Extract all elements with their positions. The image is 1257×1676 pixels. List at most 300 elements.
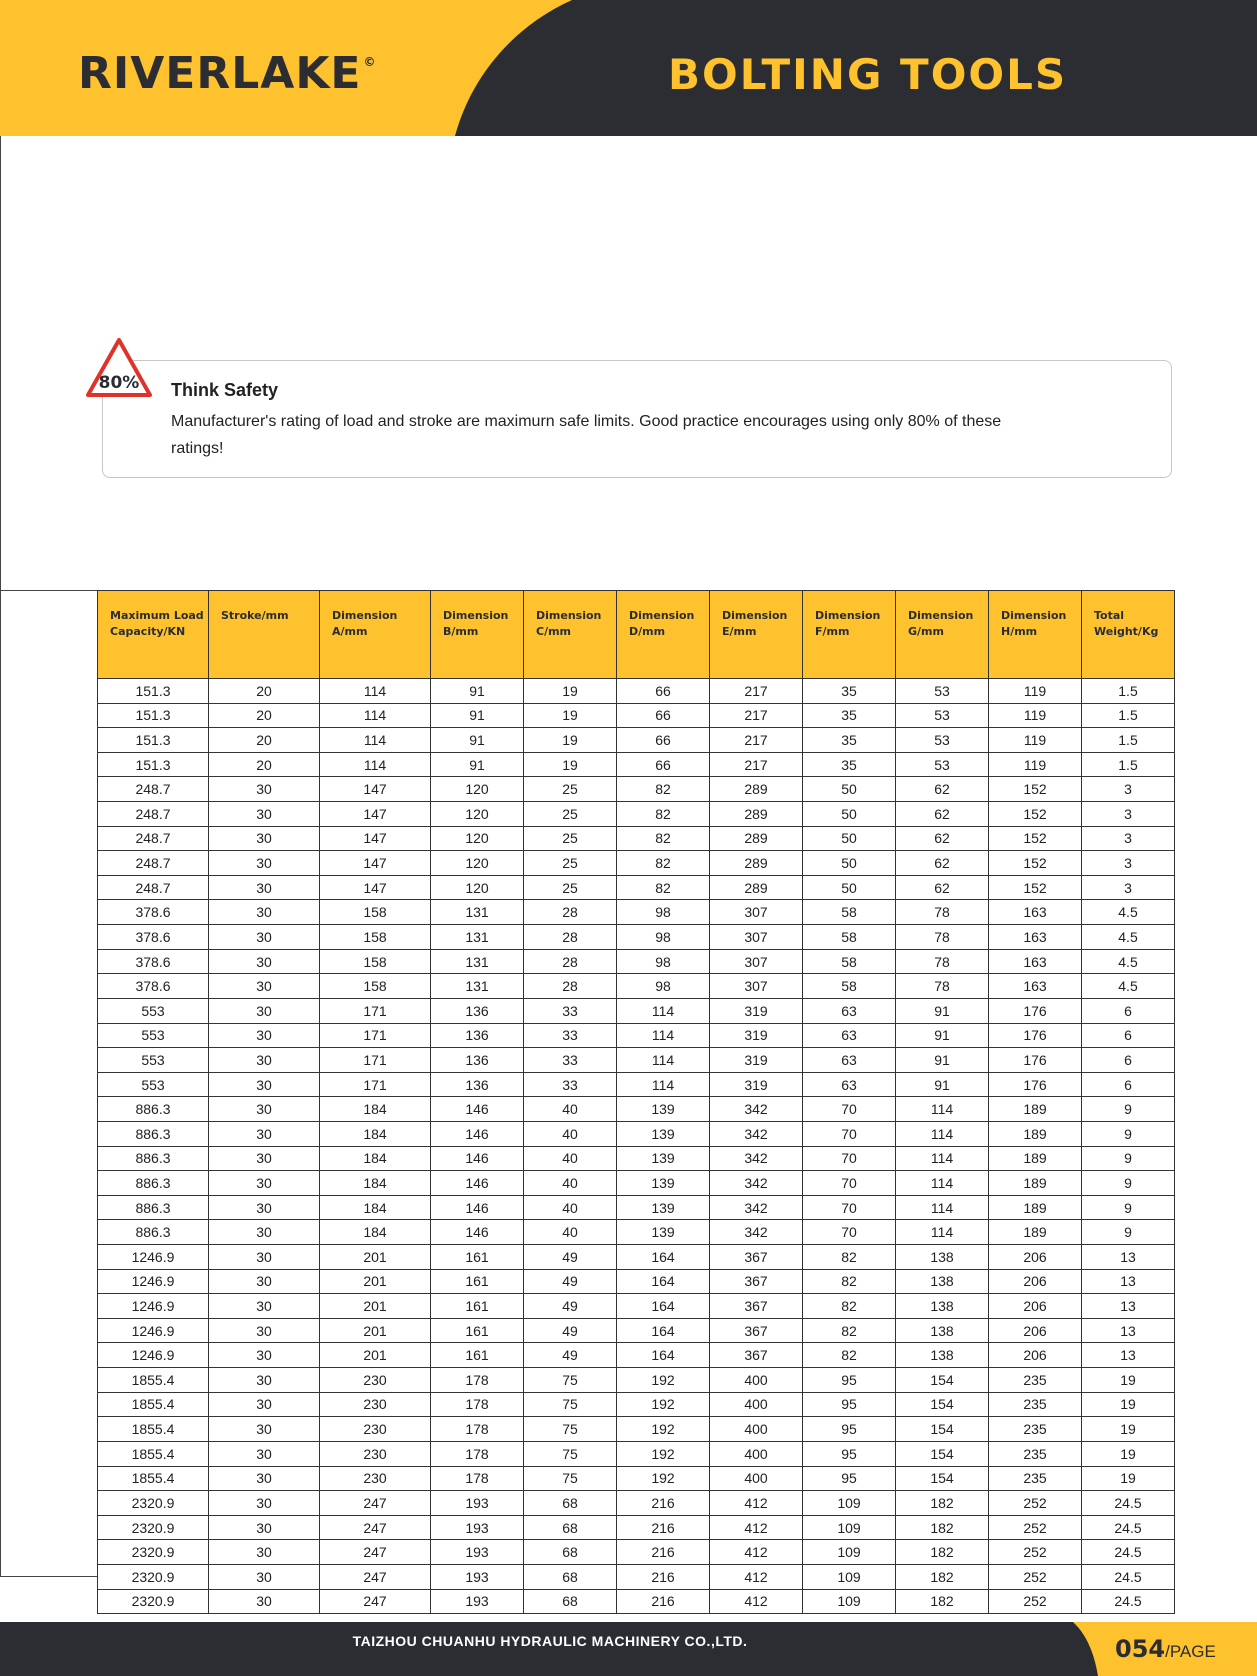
table-cell: 9 xyxy=(1082,1097,1175,1122)
table-cell: 217 xyxy=(710,752,803,777)
table-cell: 68 xyxy=(524,1589,617,1614)
table-cell: 136 xyxy=(431,1072,524,1097)
table-cell: 176 xyxy=(989,1023,1082,1048)
table-cell: 98 xyxy=(617,949,710,974)
table-cell: 19 xyxy=(1082,1368,1175,1393)
table-cell: 206 xyxy=(989,1318,1082,1343)
table-cell: 247 xyxy=(320,1540,431,1565)
table-cell: 131 xyxy=(431,949,524,974)
table-cell: 30 xyxy=(209,777,320,802)
table-cell: 82 xyxy=(617,802,710,827)
table-cell: 161 xyxy=(431,1343,524,1368)
table-cell: 289 xyxy=(710,851,803,876)
company-name: TAIZHOU CHUANHU HYDRAULIC MACHINERY CO.,LTD. xyxy=(352,1633,748,1649)
table-row xyxy=(98,752,1175,777)
table-cell: 63 xyxy=(803,1072,896,1097)
table-cell: 50 xyxy=(803,777,896,802)
table-cell: 66 xyxy=(617,679,710,704)
table-cell: 146 xyxy=(431,1121,524,1146)
table-cell: 114 xyxy=(320,679,431,704)
table-cell: 58 xyxy=(803,949,896,974)
table-cell: 20 xyxy=(209,728,320,753)
table-cell: 30 xyxy=(209,998,320,1023)
table-cell: 152 xyxy=(989,802,1082,827)
table-cell: 158 xyxy=(320,900,431,925)
table-cell: 91 xyxy=(896,998,989,1023)
table-row xyxy=(98,1146,1175,1171)
table-cell: 248.7 xyxy=(98,802,209,827)
table-row xyxy=(98,1318,1175,1343)
table-cell: 247 xyxy=(320,1589,431,1614)
table-cell: 248.7 xyxy=(98,875,209,900)
table-cell: 82 xyxy=(617,777,710,802)
table-cell: 2320.9 xyxy=(98,1491,209,1516)
table-cell: 147 xyxy=(320,875,431,900)
table-cell: 201 xyxy=(320,1245,431,1270)
column-header xyxy=(710,591,803,679)
table-cell: 19 xyxy=(524,728,617,753)
table-cell: 49 xyxy=(524,1245,617,1270)
table-row xyxy=(98,1269,1175,1294)
table-cell: 152 xyxy=(989,851,1082,876)
table-cell: 70 xyxy=(803,1171,896,1196)
table-cell: 184 xyxy=(320,1097,431,1122)
column-header xyxy=(989,591,1082,679)
table-cell: 192 xyxy=(617,1392,710,1417)
table-cell: 50 xyxy=(803,802,896,827)
table-cell: 3 xyxy=(1082,826,1175,851)
column-header-line: Capacity/KN xyxy=(110,625,186,638)
table-cell: 35 xyxy=(803,679,896,704)
table-cell: 30 xyxy=(209,1220,320,1245)
column-header-line: A/mm xyxy=(332,625,368,638)
table-cell: 30 xyxy=(209,1441,320,1466)
table-cell: 4.5 xyxy=(1082,949,1175,974)
table-cell: 62 xyxy=(896,875,989,900)
table-cell: 33 xyxy=(524,1048,617,1073)
table-cell: 146 xyxy=(431,1146,524,1171)
table-cell: 1855.4 xyxy=(98,1368,209,1393)
table-cell: 151.3 xyxy=(98,703,209,728)
table-cell: 4.5 xyxy=(1082,925,1175,950)
table-cell: 13 xyxy=(1082,1294,1175,1319)
table-cell: 53 xyxy=(896,703,989,728)
table-cell: 1246.9 xyxy=(98,1245,209,1270)
table-cell: 412 xyxy=(710,1515,803,1540)
table-cell: 2320.9 xyxy=(98,1564,209,1589)
table-row xyxy=(98,900,1175,925)
table-cell: 178 xyxy=(431,1368,524,1393)
table-row xyxy=(98,1195,1175,1220)
table-cell: 95 xyxy=(803,1441,896,1466)
table-cell: 50 xyxy=(803,875,896,900)
divider-line xyxy=(0,1576,98,1577)
table-cell: 217 xyxy=(710,679,803,704)
table-cell: 75 xyxy=(524,1417,617,1442)
column-header xyxy=(1082,591,1175,679)
table-cell: 182 xyxy=(896,1515,989,1540)
column-header xyxy=(896,591,989,679)
table-cell: 154 xyxy=(896,1368,989,1393)
table-cell: 553 xyxy=(98,1023,209,1048)
table-cell: 146 xyxy=(431,1195,524,1220)
page-number xyxy=(1115,1637,1216,1661)
table-cell: 319 xyxy=(710,998,803,1023)
table-cell: 13 xyxy=(1082,1343,1175,1368)
table-cell: 886.3 xyxy=(98,1171,209,1196)
table-cell: 25 xyxy=(524,826,617,851)
table-cell: 400 xyxy=(710,1466,803,1491)
page-header xyxy=(0,0,1257,136)
table-cell: 1855.4 xyxy=(98,1441,209,1466)
table-row xyxy=(98,703,1175,728)
table-cell: 109 xyxy=(803,1564,896,1589)
table-cell: 24.5 xyxy=(1082,1491,1175,1516)
table-cell: 40 xyxy=(524,1171,617,1196)
table-cell: 70 xyxy=(803,1195,896,1220)
table-cell: 164 xyxy=(617,1269,710,1294)
table-row xyxy=(98,875,1175,900)
table-cell: 40 xyxy=(524,1121,617,1146)
table-cell: 114 xyxy=(617,1023,710,1048)
table-cell: 2320.9 xyxy=(98,1540,209,1565)
table-cell: 70 xyxy=(803,1220,896,1245)
table-cell: 367 xyxy=(710,1294,803,1319)
table-cell: 138 xyxy=(896,1318,989,1343)
table-cell: 342 xyxy=(710,1195,803,1220)
table-cell: 3 xyxy=(1082,875,1175,900)
table-cell: 19 xyxy=(1082,1417,1175,1442)
table-cell: 201 xyxy=(320,1343,431,1368)
table-row xyxy=(98,851,1175,876)
table-cell: 62 xyxy=(896,851,989,876)
table-row xyxy=(98,1564,1175,1589)
table-cell: 289 xyxy=(710,802,803,827)
table-cell: 138 xyxy=(896,1343,989,1368)
table-cell: 553 xyxy=(98,998,209,1023)
table-cell: 49 xyxy=(524,1294,617,1319)
table-cell: 109 xyxy=(803,1540,896,1565)
table-row xyxy=(98,1515,1175,1540)
table-cell: 138 xyxy=(896,1294,989,1319)
table-cell: 184 xyxy=(320,1146,431,1171)
table-cell: 307 xyxy=(710,900,803,925)
column-header-line: H/mm xyxy=(1001,625,1038,638)
table-cell: 178 xyxy=(431,1417,524,1442)
safety-title: Think Safety xyxy=(171,380,279,400)
table-cell: 109 xyxy=(803,1515,896,1540)
table-cell: 109 xyxy=(803,1589,896,1614)
table-cell: 189 xyxy=(989,1146,1082,1171)
table-cell: 9 xyxy=(1082,1220,1175,1245)
table-cell: 289 xyxy=(710,875,803,900)
table-cell: 78 xyxy=(896,974,989,999)
table-cell: 4.5 xyxy=(1082,900,1175,925)
table-cell: 192 xyxy=(617,1466,710,1491)
table-cell: 217 xyxy=(710,703,803,728)
table-cell: 247 xyxy=(320,1491,431,1516)
table-cell: 139 xyxy=(617,1171,710,1196)
table-row xyxy=(98,998,1175,1023)
copyright-mark: © xyxy=(363,55,377,69)
table-cell: 24.5 xyxy=(1082,1540,1175,1565)
page-border xyxy=(0,136,1,1576)
table-cell: 131 xyxy=(431,900,524,925)
table-cell: 62 xyxy=(896,802,989,827)
table-cell: 193 xyxy=(431,1540,524,1565)
table-cell: 30 xyxy=(209,1121,320,1146)
table-cell: 206 xyxy=(989,1245,1082,1270)
table-cell: 25 xyxy=(524,851,617,876)
table-cell: 154 xyxy=(896,1466,989,1491)
table-cell: 201 xyxy=(320,1269,431,1294)
table-cell: 193 xyxy=(431,1491,524,1516)
table-cell: 886.3 xyxy=(98,1097,209,1122)
table-cell: 109 xyxy=(803,1491,896,1516)
safety-badge: 80% xyxy=(98,373,140,393)
table-row xyxy=(98,974,1175,999)
table-row xyxy=(98,1417,1175,1442)
table-cell: 252 xyxy=(989,1564,1082,1589)
table-cell: 146 xyxy=(431,1097,524,1122)
table-cell: 68 xyxy=(524,1515,617,1540)
table-cell: 119 xyxy=(989,728,1082,753)
table-cell: 53 xyxy=(896,679,989,704)
table-cell: 184 xyxy=(320,1220,431,1245)
table-cell: 235 xyxy=(989,1441,1082,1466)
table-cell: 189 xyxy=(989,1195,1082,1220)
table-cell: 1855.4 xyxy=(98,1466,209,1491)
table-cell: 91 xyxy=(431,752,524,777)
table-cell: 378.6 xyxy=(98,925,209,950)
table-cell: 30 xyxy=(209,1146,320,1171)
table-cell: 114 xyxy=(617,998,710,1023)
table-cell: 161 xyxy=(431,1269,524,1294)
table-cell: 78 xyxy=(896,900,989,925)
table-cell: 114 xyxy=(896,1195,989,1220)
table-cell: 30 xyxy=(209,1023,320,1048)
column-header-line: Maximum Load xyxy=(110,609,204,622)
table-cell: 30 xyxy=(209,1515,320,1540)
column-header xyxy=(617,591,710,679)
table-cell: 400 xyxy=(710,1368,803,1393)
table-cell: 40 xyxy=(524,1195,617,1220)
page-footer xyxy=(0,1622,1257,1676)
table-cell: 189 xyxy=(989,1121,1082,1146)
table-cell: 30 xyxy=(209,1269,320,1294)
table-cell: 163 xyxy=(989,949,1082,974)
column-header-line: Stroke/mm xyxy=(221,609,289,622)
column-header-line: Dimension xyxy=(722,609,788,622)
column-header-line: Weight/Kg xyxy=(1094,625,1159,638)
table-cell: 138 xyxy=(896,1269,989,1294)
table-cell: 176 xyxy=(989,1048,1082,1073)
table-cell: 131 xyxy=(431,974,524,999)
table-cell: 235 xyxy=(989,1368,1082,1393)
table-cell: 139 xyxy=(617,1146,710,1171)
table-cell: 120 xyxy=(431,851,524,876)
brand-logo xyxy=(78,48,377,99)
table-cell: 886.3 xyxy=(98,1220,209,1245)
column-header xyxy=(209,591,320,679)
table-row xyxy=(98,1294,1175,1319)
table-cell: 230 xyxy=(320,1368,431,1393)
table-cell: 70 xyxy=(803,1121,896,1146)
table-cell: 342 xyxy=(710,1171,803,1196)
table-cell: 66 xyxy=(617,703,710,728)
column-header-line: Dimension xyxy=(443,609,509,622)
table-cell: 147 xyxy=(320,777,431,802)
table-cell: 120 xyxy=(431,826,524,851)
table-cell: 82 xyxy=(803,1343,896,1368)
table-cell: 30 xyxy=(209,851,320,876)
table-cell: 189 xyxy=(989,1097,1082,1122)
table-cell: 30 xyxy=(209,826,320,851)
warning-triangle-icon xyxy=(84,336,154,400)
table-cell: 248.7 xyxy=(98,851,209,876)
table-cell: 248.7 xyxy=(98,777,209,802)
table-cell: 13 xyxy=(1082,1245,1175,1270)
table-cell: 154 xyxy=(896,1417,989,1442)
table-cell: 13 xyxy=(1082,1318,1175,1343)
table-cell: 30 xyxy=(209,1318,320,1343)
table-cell: 19 xyxy=(524,752,617,777)
table-row xyxy=(98,949,1175,974)
table-cell: 378.6 xyxy=(98,949,209,974)
table-cell: 119 xyxy=(989,703,1082,728)
table-cell: 63 xyxy=(803,1023,896,1048)
table-cell: 25 xyxy=(524,875,617,900)
table-cell: 91 xyxy=(431,728,524,753)
table-cell: 307 xyxy=(710,949,803,974)
table-cell: 178 xyxy=(431,1466,524,1491)
table-cell: 553 xyxy=(98,1072,209,1097)
table-row xyxy=(98,1220,1175,1245)
table-cell: 235 xyxy=(989,1417,1082,1442)
table-row xyxy=(98,1540,1175,1565)
table-cell: 91 xyxy=(431,679,524,704)
table-cell: 91 xyxy=(431,703,524,728)
column-header-line: Dimension xyxy=(908,609,974,622)
table-cell: 1855.4 xyxy=(98,1392,209,1417)
table-cell: 289 xyxy=(710,826,803,851)
table-cell: 28 xyxy=(524,925,617,950)
table-cell: 163 xyxy=(989,925,1082,950)
table-cell: 252 xyxy=(989,1589,1082,1614)
table-cell: 230 xyxy=(320,1441,431,1466)
table-cell: 30 xyxy=(209,1294,320,1319)
table-cell: 58 xyxy=(803,925,896,950)
table-cell: 319 xyxy=(710,1072,803,1097)
table-cell: 2320.9 xyxy=(98,1589,209,1614)
table-cell: 178 xyxy=(431,1392,524,1417)
table-cell: 147 xyxy=(320,826,431,851)
table-cell: 182 xyxy=(896,1589,989,1614)
table-cell: 40 xyxy=(524,1097,617,1122)
table-row xyxy=(98,1441,1175,1466)
column-header-line: D/mm xyxy=(629,625,666,638)
table-cell: 35 xyxy=(803,728,896,753)
table-cell: 9 xyxy=(1082,1146,1175,1171)
table-cell: 193 xyxy=(431,1589,524,1614)
specifications-table xyxy=(97,590,1175,1614)
table-cell: 30 xyxy=(209,1589,320,1614)
table-cell: 53 xyxy=(896,728,989,753)
table-cell: 2320.9 xyxy=(98,1515,209,1540)
column-header-line: Dimension xyxy=(536,609,602,622)
table-cell: 98 xyxy=(617,900,710,925)
table-cell: 119 xyxy=(989,752,1082,777)
table-cell: 248.7 xyxy=(98,826,209,851)
table-cell: 30 xyxy=(209,1540,320,1565)
table-cell: 1246.9 xyxy=(98,1269,209,1294)
table-cell: 66 xyxy=(617,752,710,777)
table-cell: 33 xyxy=(524,1023,617,1048)
table-cell: 1.5 xyxy=(1082,679,1175,704)
table-cell: 82 xyxy=(617,826,710,851)
table-cell: 201 xyxy=(320,1318,431,1343)
table-cell: 367 xyxy=(710,1343,803,1368)
table-row xyxy=(98,1023,1175,1048)
table-cell: 30 xyxy=(209,974,320,999)
table-cell: 154 xyxy=(896,1392,989,1417)
table-cell: 176 xyxy=(989,998,1082,1023)
table-cell: 192 xyxy=(617,1417,710,1442)
table-cell: 49 xyxy=(524,1269,617,1294)
column-header xyxy=(803,591,896,679)
table-cell: 30 xyxy=(209,1245,320,1270)
table-cell: 201 xyxy=(320,1294,431,1319)
table-cell: 114 xyxy=(896,1220,989,1245)
table-cell: 19 xyxy=(524,679,617,704)
table-cell: 319 xyxy=(710,1023,803,1048)
table-cell: 120 xyxy=(431,777,524,802)
table-cell: 1855.4 xyxy=(98,1417,209,1442)
table-cell: 342 xyxy=(710,1121,803,1146)
table-cell: 30 xyxy=(209,900,320,925)
table-cell: 151.3 xyxy=(98,679,209,704)
table-cell: 30 xyxy=(209,1195,320,1220)
table-cell: 171 xyxy=(320,998,431,1023)
table-cell: 30 xyxy=(209,1491,320,1516)
column-header-line: B/mm xyxy=(443,625,479,638)
table-cell: 58 xyxy=(803,974,896,999)
table-cell: 68 xyxy=(524,1491,617,1516)
table-cell: 164 xyxy=(617,1245,710,1270)
table-cell: 19 xyxy=(1082,1466,1175,1491)
table-cell: 114 xyxy=(617,1072,710,1097)
table-cell: 70 xyxy=(803,1146,896,1171)
table-cell: 30 xyxy=(209,1048,320,1073)
table-cell: 20 xyxy=(209,752,320,777)
table-cell: 114 xyxy=(320,728,431,753)
table-cell: 82 xyxy=(803,1318,896,1343)
table-cell: 184 xyxy=(320,1121,431,1146)
table-row xyxy=(98,1121,1175,1146)
table-cell: 1246.9 xyxy=(98,1343,209,1368)
table-cell: 3 xyxy=(1082,802,1175,827)
table-cell: 171 xyxy=(320,1072,431,1097)
table-cell: 206 xyxy=(989,1294,1082,1319)
table-cell: 216 xyxy=(617,1540,710,1565)
table-cell: 6 xyxy=(1082,1048,1175,1073)
table-cell: 4.5 xyxy=(1082,974,1175,999)
table-cell: 192 xyxy=(617,1441,710,1466)
table-cell: 154 xyxy=(896,1441,989,1466)
table-cell: 184 xyxy=(320,1195,431,1220)
table-row xyxy=(98,728,1175,753)
table-cell: 19 xyxy=(1082,1392,1175,1417)
